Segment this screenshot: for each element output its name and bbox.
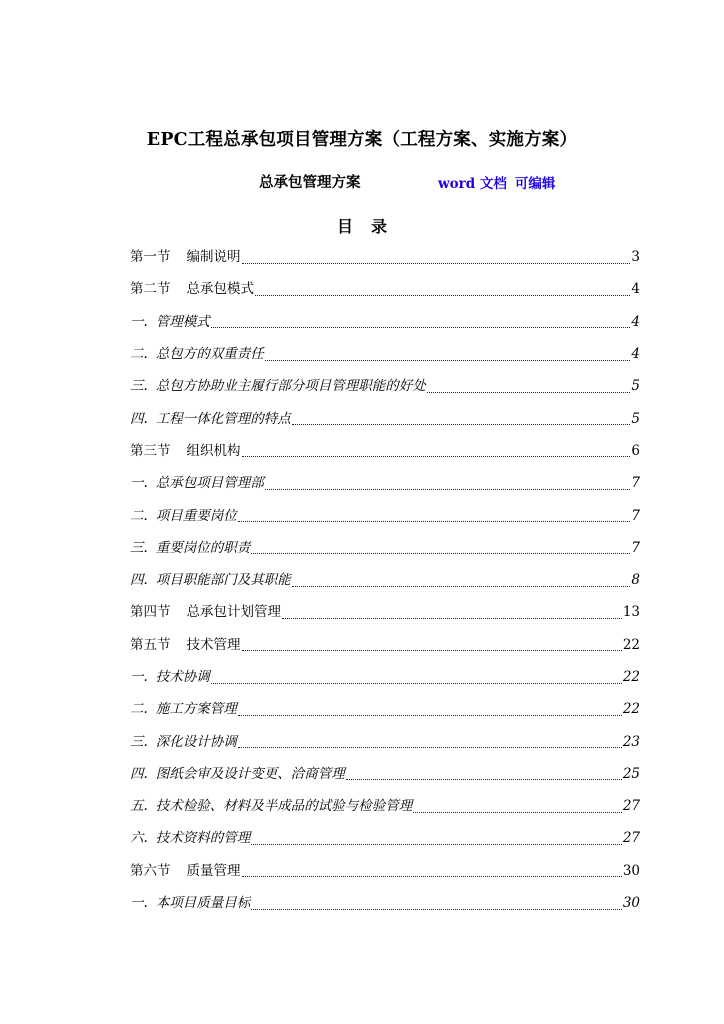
toc-dot-leader [211, 326, 631, 328]
toc-entry-page: 23 [622, 733, 640, 750]
toc-entry-page: 13 [622, 604, 640, 621]
toc-dot-leader [265, 359, 631, 361]
toc-entry-page: 5 [631, 378, 640, 395]
toc-entry-number: 二. [130, 701, 148, 718]
toc-entry[interactable] [130, 402, 640, 434]
toc-entry-title: 总包方协助业主履行部分项目管理职能的好处 [155, 378, 426, 395]
toc-entry-title: 质量管理 [186, 862, 241, 879]
toc-entry-label [130, 249, 241, 265]
toc-entry[interactable] [130, 370, 640, 402]
toc-entry[interactable] [130, 499, 640, 531]
toc-entry-number: 第五节 [130, 636, 171, 653]
toc-entry[interactable] [130, 338, 640, 370]
toc-entry-title: 深化设计协调 [155, 733, 237, 750]
toc-entry-label [130, 572, 291, 588]
toc-entry-title: 总承包计划管理 [186, 604, 281, 621]
toc-dot-leader [238, 714, 622, 716]
toc-entry-number: 一. [130, 475, 148, 492]
subtitle-note-editable: 可编辑 [514, 176, 556, 192]
toc-entry-page: 27 [622, 830, 640, 847]
toc-entry-label [130, 701, 237, 717]
toc-entry-number: 二. [130, 507, 148, 524]
toc-entry-number: 三. [130, 733, 148, 750]
toc-entry-number: 三. [130, 378, 148, 395]
toc-entry[interactable] [130, 758, 640, 790]
toc-dot-leader [251, 843, 622, 845]
toc-entry-page: 25 [622, 765, 640, 782]
toc-entry-label [130, 475, 264, 491]
toc-entry-label [130, 798, 412, 814]
toc-entry-title: 编制说明 [186, 249, 241, 266]
document-title: EPC工程总承包项目管理方案（工程方案、实施方案） [146, 130, 578, 150]
toc-dot-leader [427, 391, 631, 393]
toc-entry-page: 22 [622, 701, 640, 718]
toc-dot-leader [238, 520, 631, 522]
toc-heading: 目录 [336, 217, 405, 236]
toc-entry-page: 8 [631, 572, 640, 589]
toc-entry-number: 三. [130, 539, 148, 556]
toc-entry-label [130, 830, 250, 846]
toc-entry-label [130, 540, 250, 556]
toc-entry-label [130, 895, 250, 911]
toc-entry[interactable] [130, 532, 640, 564]
toc-entry-page: 22 [622, 669, 640, 685]
toc-entry-number: 四. [130, 572, 148, 589]
toc-entry-number: 四. [130, 410, 148, 427]
toc-dot-leader [242, 649, 622, 651]
toc-entry-number: 第二节 [130, 281, 171, 298]
toc-entry-title: 技术协调 [155, 669, 210, 685]
toc-dot-leader [413, 811, 622, 813]
toc-entry-number: 第六节 [130, 862, 171, 879]
toc-entry-label [130, 604, 281, 620]
toc-entry-title: 总承包模式 [186, 281, 254, 298]
toc-entry[interactable] [130, 435, 640, 467]
subtitle-note [438, 172, 555, 192]
toc-entry-label [130, 766, 345, 782]
toc-entry[interactable] [130, 855, 640, 887]
toc-entry[interactable] [130, 661, 640, 693]
toc-entry-page: 30 [622, 895, 640, 912]
toc-entry[interactable] [130, 467, 640, 499]
toc-entry-title: 重要岗位的职责 [155, 539, 251, 556]
toc-entry-label [130, 314, 210, 330]
toc-entry[interactable] [130, 564, 640, 596]
toc-dot-leader [242, 875, 622, 877]
toc-entry[interactable] [130, 693, 640, 725]
toc-dot-leader [242, 455, 631, 457]
toc-entry-number: 第一节 [130, 249, 171, 266]
toc-entry[interactable] [130, 725, 640, 757]
table-of-contents [130, 241, 640, 919]
toc-entry-number: 二. [130, 346, 148, 363]
toc-entry-page: 22 [622, 636, 640, 653]
toc-entry-number: 五. [130, 798, 148, 815]
subtitle-note-word-doc: word 文档 [438, 176, 507, 192]
toc-entry-title: 本项目质量目标 [155, 895, 251, 912]
toc-entry-number: 第三节 [130, 442, 171, 459]
toc-entry-page: 6 [631, 442, 640, 459]
toc-entry-number: 一. [130, 669, 148, 685]
toc-entry-page: 4 [631, 281, 640, 298]
toc-entry[interactable] [130, 241, 640, 273]
toc-entry-number: 一. [130, 313, 148, 330]
toc-dot-leader [242, 262, 631, 264]
toc-dot-leader [292, 423, 631, 425]
toc-entry-label [130, 669, 210, 685]
toc-entry-title: 技术检验、材料及半成品的试验与检验管理 [155, 798, 413, 815]
toc-entry-label [130, 508, 237, 524]
toc-dot-leader [251, 552, 630, 554]
toc-entry-label [130, 734, 237, 750]
toc-dot-leader [251, 908, 622, 910]
toc-entry-number: 一. [130, 895, 148, 912]
toc-entry[interactable] [130, 822, 640, 854]
toc-entry-label [130, 443, 241, 459]
toc-entry[interactable] [130, 629, 640, 661]
toc-entry-title: 总承包项目管理部 [155, 475, 264, 492]
toc-entry[interactable] [130, 790, 640, 822]
toc-entry-page: 7 [631, 507, 640, 524]
toc-entry-number: 四. [130, 765, 148, 782]
toc-entry[interactable] [130, 887, 640, 919]
toc-entry[interactable] [130, 273, 640, 305]
toc-entry-label [130, 863, 241, 879]
toc-entry-title: 项目重要岗位 [155, 507, 237, 524]
toc-entry-page: 4 [631, 313, 640, 330]
subtitle-main: 总承包管理方案 [259, 174, 361, 191]
toc-entry[interactable] [130, 596, 640, 628]
toc-dot-leader [255, 294, 630, 296]
toc-dot-leader [282, 617, 622, 619]
toc-entry-title: 工程一体化管理的特点 [155, 410, 291, 427]
toc-dot-leader [346, 778, 622, 780]
toc-dot-leader [292, 585, 631, 587]
toc-entry-title: 施工方案管理 [155, 701, 237, 718]
toc-entry-page: 7 [631, 475, 640, 492]
toc-entry-number: 六. [130, 830, 148, 847]
toc-dot-leader [265, 488, 631, 490]
toc-entry-label [130, 411, 291, 427]
toc-entry-page: 27 [622, 798, 640, 815]
toc-entry-number: 第四节 [130, 604, 171, 621]
toc-entry-title: 技术管理 [186, 636, 241, 653]
toc-entry-title: 组织机构 [186, 442, 241, 459]
toc-entry-label [130, 346, 264, 362]
toc-entry-label [130, 378, 426, 394]
toc-dot-leader [211, 682, 622, 684]
toc-entry-title: 图纸会审及设计变更、洽商管理 [155, 765, 345, 782]
toc-entry-page: 3 [631, 249, 640, 266]
toc-entry-page: 4 [631, 346, 640, 363]
toc-entry-page: 30 [622, 862, 640, 879]
toc-entry-title: 管理模式 [155, 313, 210, 330]
toc-entry[interactable] [130, 306, 640, 338]
toc-entry-page: 7 [631, 539, 640, 556]
toc-entry-label [130, 281, 254, 297]
toc-entry-title: 总包方的双重责任 [155, 346, 264, 363]
toc-entry-page: 5 [631, 410, 640, 427]
toc-dot-leader [238, 746, 622, 748]
toc-entry-label [130, 637, 241, 653]
toc-entry-title: 技术资料的管理 [155, 830, 251, 847]
toc-entry-title: 项目职能部门及其职能 [155, 572, 291, 589]
